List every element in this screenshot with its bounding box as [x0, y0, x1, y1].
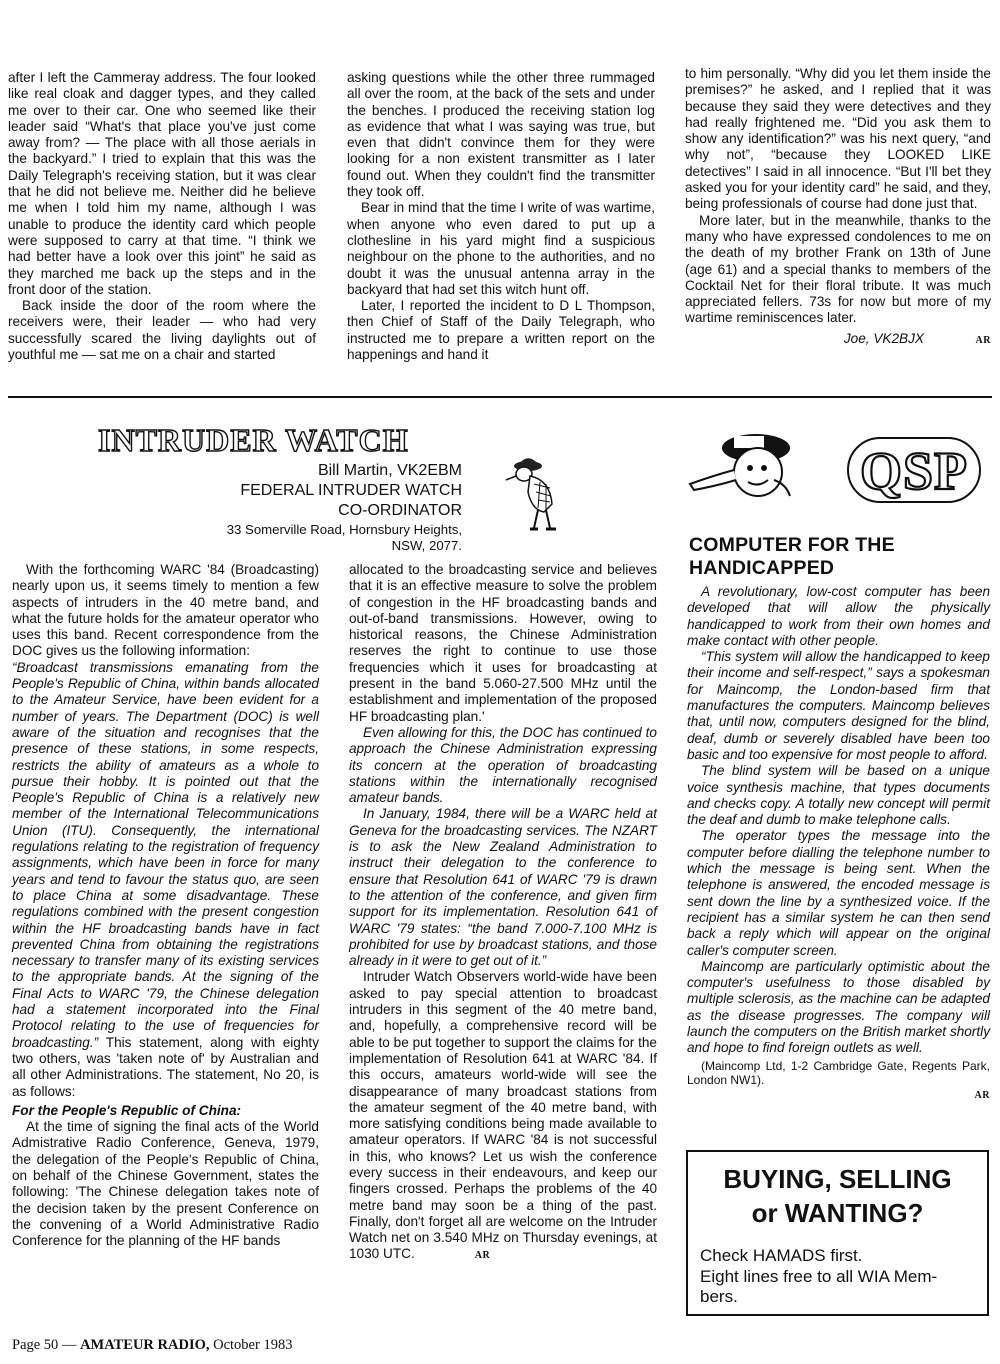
paragraph: Back inside the door of the room where the receivers were, their leader — who had very successfully scared the living daylights out of youthful me — sat me on a chair and started	[8, 298, 316, 363]
running-character-icon	[690, 434, 790, 496]
advert-line-1: Check HAMADS first.	[700, 1246, 863, 1265]
advert-line-3: bers.	[700, 1287, 738, 1306]
qsp-lettering	[848, 438, 980, 502]
paragraph: With the forthcoming WARC '84 (Broadcasting) nearly upon us, it seems timely to mention a few aspects of intruders in the 40 metre band, and what the future holds for the amateur operator who uses this band. Recent correspondence from the DOC gives us the following information:	[12, 562, 319, 659]
intruder-watch-title	[96, 422, 461, 456]
subheading: For the People's Republic of China:	[12, 1102, 242, 1118]
author-name: Bill Martin, VK2EBM	[317, 462, 462, 479]
paragraph: to him personally. “Why did you let them inside the premises?” he asked, and I replied that it was because they said they were detectives and they had really frightened me. “Did you ask them to show any identification?” was his next query, “and why not”, “because they LOOKED LIKE detectives” I said in all innocence. “But I'll bet they asked you for your identity card” he said, and they, being professionals of course had done just that.	[685, 66, 991, 212]
paragraph: At the time of signing the final acts of the World Admistrative Radio Conference, Geneva, 1979, the delegation of the People's Republic of China, on behalf of the Chinese Government, states the following: 'The Chinese delegation takes note of the decision taken by the present Conference on the convening of a World Administrative Radio Conference for the planning of the HF bands	[12, 1119, 319, 1249]
paragraph: In January, 1984, there will be a WARC held at Geneva for the broadcasting services. The NZART is to ask the New Zealand Administration to instruct their delegation to the conference to ensure that Resolution 641 of WARC '79 is drawn to the attention of the conference, and given firm support for its implementation. Resolution 641 of WARC '79 states: “the band 7.000-7.100 MHz is prohibited for use by broadcast stations, and those already in it were to get out of it.”	[349, 806, 657, 969]
author-role-line-2: CO-ORDINATOR	[338, 502, 462, 519]
page-number: Page 50 —	[12, 1337, 77, 1353]
quote-followup: This statement, along with eighty two others, was 'taken note of' by Australian and all other Administrations. The statement, No 20, is as follows:	[12, 1034, 320, 1099]
section-divider	[8, 396, 992, 398]
paragraph: allocated to the broadcasting service and believes that it is an effective measure to solve the problem of congestion in the HF broadcasting bands and out-of-band transmissions. However, owing to historical reasons, the Chinese Administration reserves the right to continue to use those frequencies which it uses for broadcasting at present in the band 5.060-27.500 MHz until the establishment and implementation of the proposed HF broadcasting plan.'	[349, 562, 657, 724]
end-mark: AR	[974, 1089, 990, 1101]
quote-text: “Broadcast transmissions emanating from the People's Republic of China, within bands allocated to the Amateur Service, have been evident for a number of years. The Department (DOC) is well aware of the situation and recognises that the presence of these stations, in some respects, restricts the ability of amateurs as a whole to pursue their hobby. It is pointed out that the People's Republic of China is a relatively new member of the International Telecommunications Union (ITU). Consequently, the international regulations relating to the registration of frequency assignments, which have been in force for many years and tend to favour the status quo, are seen to place China at some disadvantage. These regulations combined with the present congestion within the HF broadcasting bands have in fact prevented China from obtaining the registrations necessary to transfer many of its existing services to the appropriate bands. At the signing of the Final Acts to WARC '79, the Chinese delegation had a statement incorporated into the Final Protocol relating to the use of frequencies for broadcasting.”	[12, 659, 319, 1050]
qsp-headline-line-2: HANDICAPPED	[689, 557, 835, 579]
advert-line-2: Eight lines free to all WIA Mem-	[700, 1267, 938, 1286]
signature-line	[685, 331, 991, 349]
qsp-logo-text: QSP	[859, 441, 969, 501]
top-story-column-3	[685, 66, 991, 349]
author-role-line-1: FEDERAL INTRUDER WATCH	[240, 482, 462, 499]
paragraph: The operator types the message into the computer before dialling the telephone number to which the message is being sent. When the telephone is answered, the encoded message is sent down the line by a synthesized voice. If the recipient has a similar system he can then send back a reply which will appear on the original caller's computer screen.	[687, 828, 990, 958]
paragraph: “This system will allow the handicapped to keep their income and self-respect,” says a spokesman for Maincomp, the London-based firm that manufactures the computers. Maincomp believes that, until now, computers designed for the blind, deaf, dumb or severely disabled have been too basic and too expensive for most people to afford.	[687, 649, 990, 762]
hamads-advert-box	[686, 1150, 989, 1316]
paragraph: Bear in mind that the time I write of was wartime, when anyone who even dared to put up a clothesline in his yard might find a suspicious neighbour on the phone to the authorities, and no doubt it was the unusual antenna array in the backyard that had set this witch hunt off.	[347, 200, 655, 297]
paragraph: The blind system will be based on a unique voice synthesis machine, that types documents and checks copy. A totally new concept will permit the deaf and dumb to make telephone calls.	[687, 763, 990, 828]
author-signature: Joe, VK2BJX	[843, 330, 924, 346]
intruder-watch-column-2	[349, 562, 657, 1265]
end-mark: AR	[975, 334, 991, 346]
page-footer	[12, 1336, 292, 1354]
paragraph: More later, but in the meanwhile, thanks to the many who have expressed condolences to me on the death of my brother Frank on 13th of June (age 61) and a special thanks to members of the Cocktail Net for their floral tribute. It was much appreciated fellers. 73s for now but more of my wartime reminiscences later.	[685, 212, 991, 326]
advert-headline-line-2: or WANTING?	[751, 1198, 924, 1228]
qsp-headline-line-1: COMPUTER FOR THE	[689, 534, 895, 556]
end-mark-line	[687, 1088, 990, 1102]
paragraph: A revolutionary, low-cost computer has been developed that will allow the physically handicapped to work from their own homes and make contact with other people.	[687, 584, 990, 648]
author-address-line-1: 33 Somerville Road, Hornsbury Heights,	[226, 522, 462, 537]
quoted-paragraph	[12, 660, 319, 1100]
paragraph-text: Intruder Watch Observers world-wide have been asked to pay special attention to broadcast intruders in this segment of the 40 metre band, and, hopefully, a comprehensive record will be able to be put together to support the claims for the implementation of Resolution 641 at WARC '84. If this occurs, amateurs world-wide will see the disappearance of many broadcast stations from the amateur segment of the 40 metre band, with more satisfying conditions being made available to amateur operators. If WARC '84 is not successful in this, who knows? Let us wish the conference every success in their endeavours, and keep our fingers crossed. Perhaps the problems of the 40 metre band may soon be a thing of the past. Finally, don't forget all are welcome on the Intruder Watch net on 3.540 MHz on Thursday evenings, at 1030 UTC.	[349, 969, 657, 1262]
qsp-article-column	[687, 584, 990, 1102]
paragraph: after I left the Cammeray address. The four looked like real cloak and dagger types, and they called me over to their car. One who seemed like their leader said “What's that place you've just come away from? — The place with all those aerials in the backyard.” I tried to explain that this was the Daily Telegraph's receiving station, but it was clear that he did not believe me. Neither did he believe me when I told him my name, although I was unable to produce the identity card which people were supposed to carry at that time. “I think we had better have a look over this joint” he said as they marched me back up the steps and in the front door of the station.	[8, 70, 316, 297]
paragraph	[349, 969, 657, 1264]
detective-figure-icon	[498, 452, 570, 532]
end-mark: AR	[474, 1250, 491, 1262]
paragraph: asking questions while the other three rummaged all over the room, at the back of the sets and under the benches. I produced the receiving station log as evidence that what I was saying was true, but even that didn't convince them for they were looking for a non existent transmitter as I later found out. When they couldn't find the transmitter they took off.	[347, 70, 655, 200]
advert-headline-line-1: BUYING, SELLING	[723, 1164, 952, 1194]
paragraph: Even allowing for this, the DOC has continued to approach the Chinese Administration expressing its concern at the operation of broadcasting stations within the internationally recognised amateur bands.	[349, 724, 657, 806]
qsp-logo	[682, 420, 982, 508]
paragraph: Later, I reported the incident to D L Thompson, then Chief of Staff of the Daily Telegraph, who instructed me to prepare a written report on the happenings and hand it	[347, 298, 655, 363]
intruder-watch-title-text: INTRUDER WATCH	[98, 422, 409, 456]
paragraph: Maincomp are particularly optimistic about the computer's usefulness to those disabled by multiple sclerosis, as the machine can be adapted as the disease progresses. The company will launch the computers on the British market shortly and hope to find foreign outlets as well.	[687, 958, 990, 1056]
intruder-watch-column-1	[12, 562, 319, 1249]
top-story-column-1	[8, 70, 316, 363]
top-story-column-2	[347, 70, 655, 363]
issue-date: October 1983	[213, 1337, 293, 1353]
source-note: (Maincomp Ltd, 1-2 Cambridge Gate, Regents Park, London NW1).	[687, 1058, 990, 1088]
author-address-line-2: NSW, 2077.	[391, 538, 462, 553]
magazine-name: AMATEUR RADIO,	[80, 1337, 210, 1353]
